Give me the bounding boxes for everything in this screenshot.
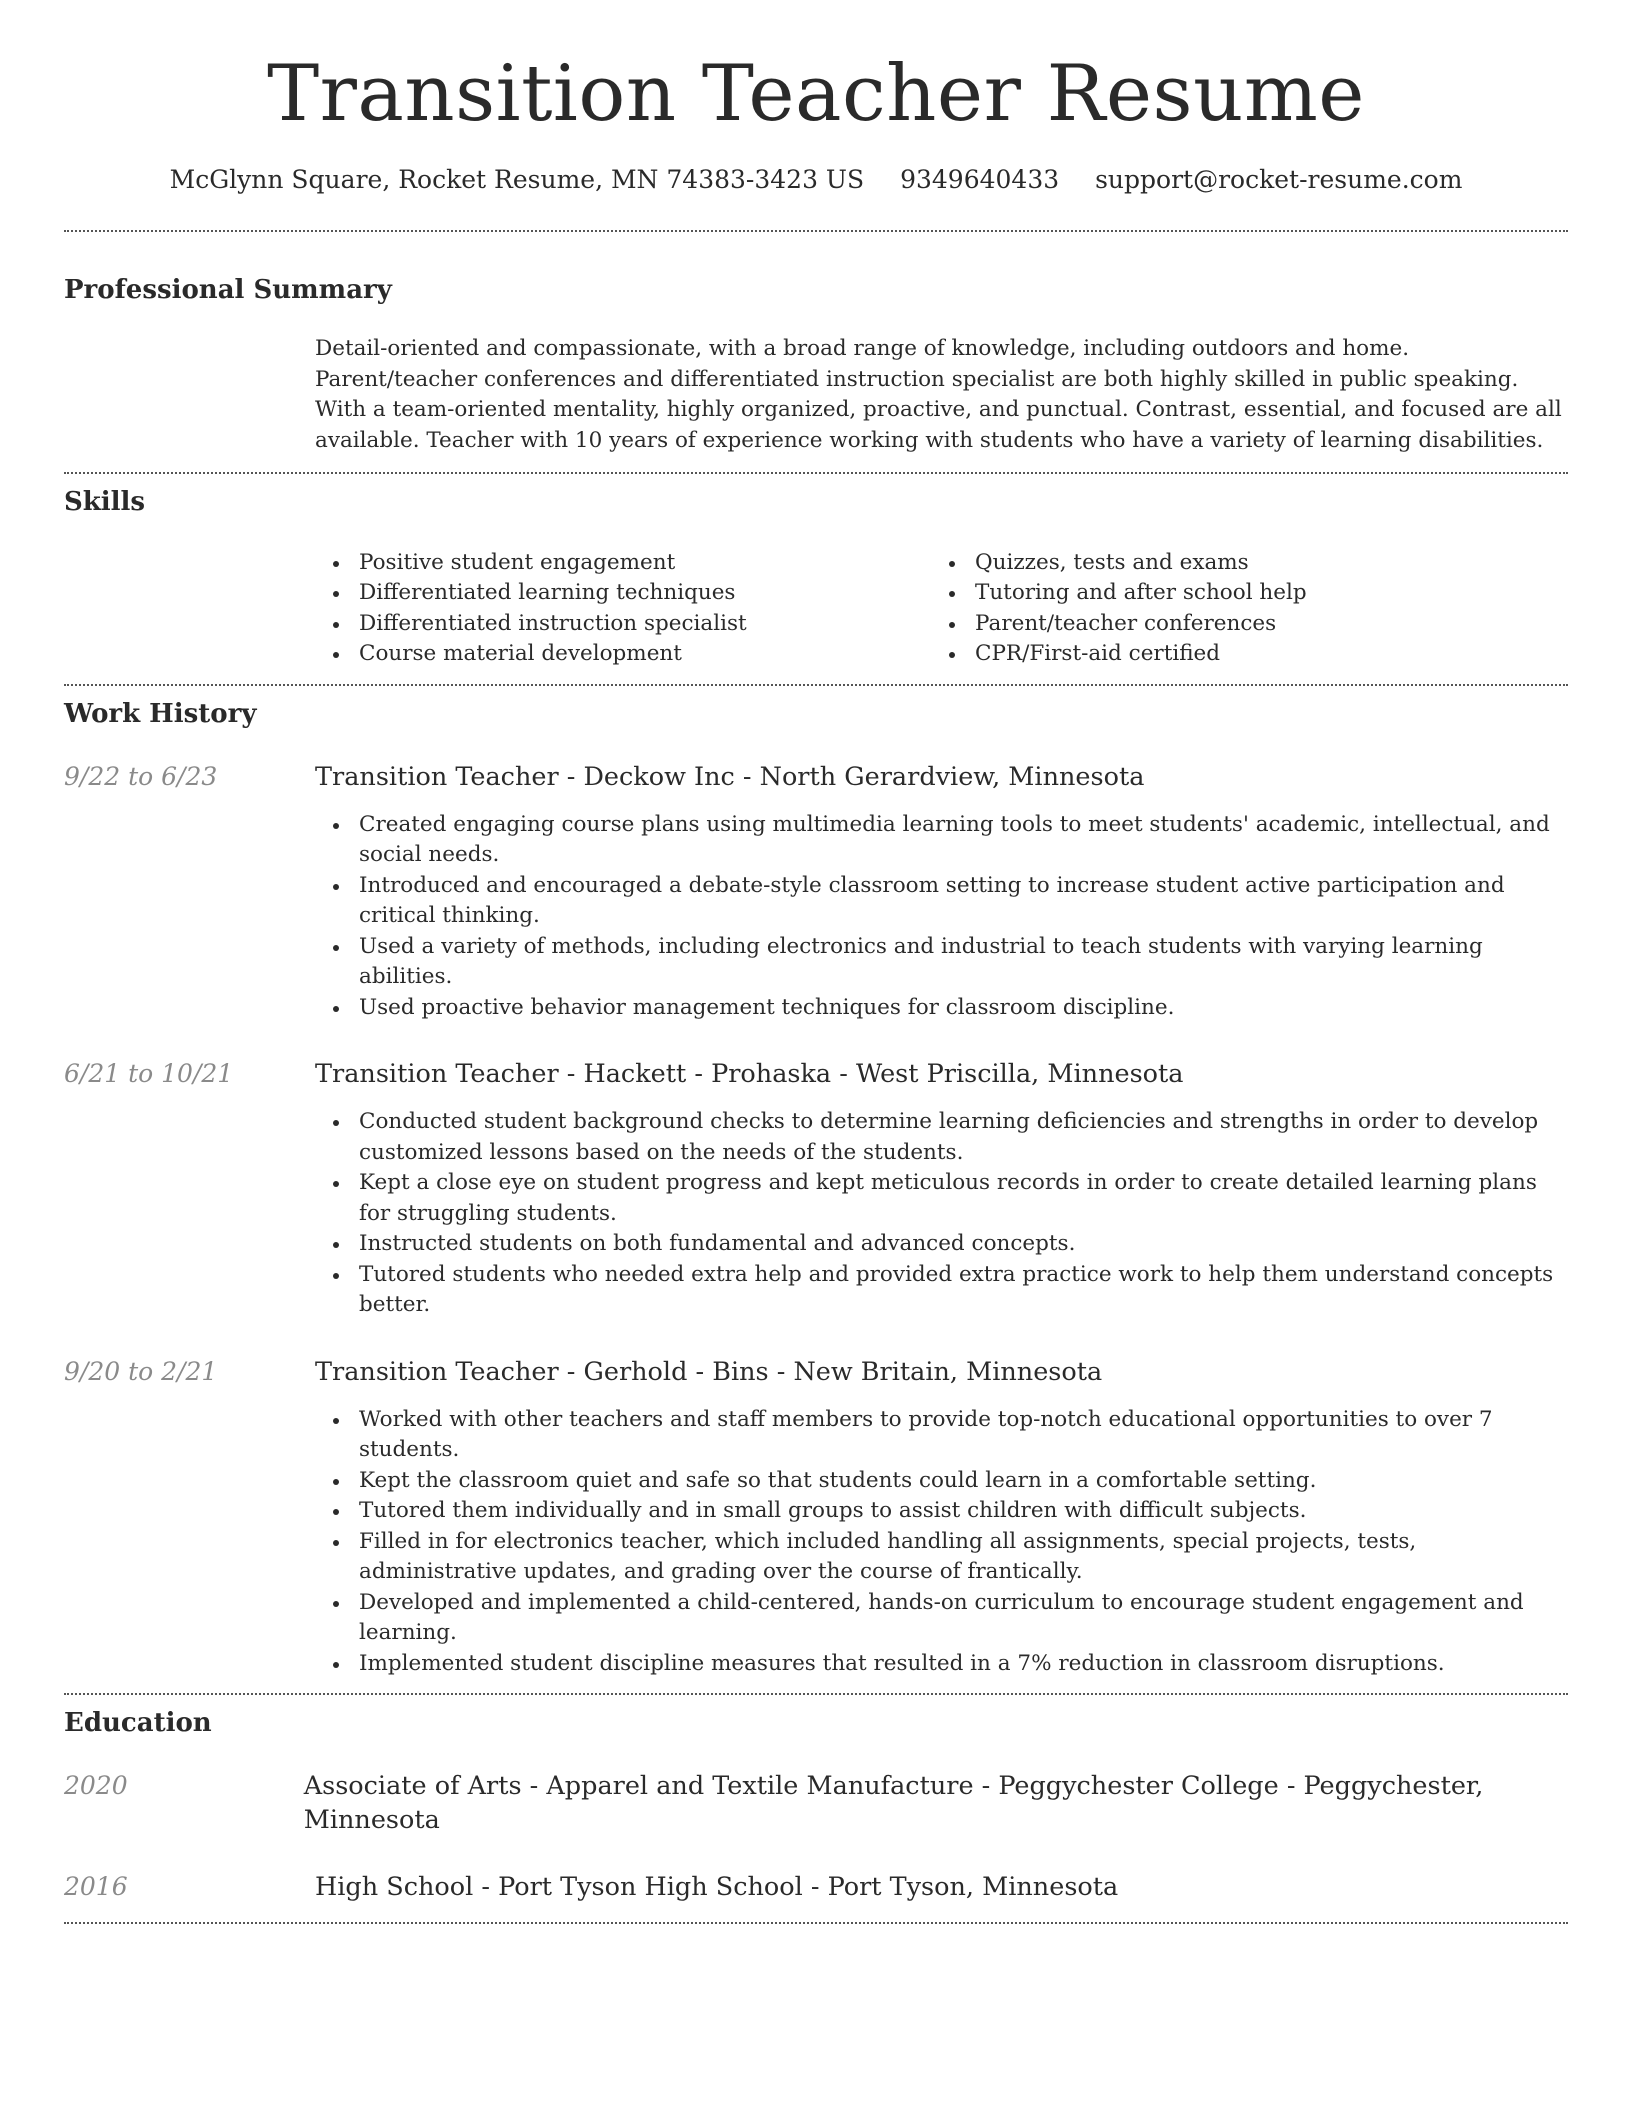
job-entry	[64, 1355, 1568, 1680]
skill-item: Positive student engagement	[315, 548, 931, 579]
contact-line	[64, 164, 1568, 197]
job-body	[315, 760, 1568, 1024]
education-title: Associate of Arts - Apparel and Textile Manufacture - Peggychester College - Peggychester, Minnesota	[303, 1770, 1484, 1835]
education-entry	[64, 1769, 1568, 1837]
skill-item: Differentiated instruction specialist	[315, 609, 931, 640]
job-entry	[64, 760, 1568, 1024]
job-title: Transition Teacher - Hackett - Prohaska - West Priscilla, Minnesota	[315, 1059, 1184, 1090]
job-date: 9/20 to 2/21	[64, 1356, 218, 1386]
job-bullets	[315, 1405, 1568, 1680]
job-bullet: Created engaging course plans using multimedia learning tools to meet students' academic, intellectual, and social needs.	[315, 810, 1568, 871]
job-bullet: Filled in for electronics teacher, which included handling all assignments, special projects, tests, administrative updates, and grading over the course of frantically.	[315, 1527, 1568, 1588]
contact-address: McGlynn Square, Rocket Resume, MN 74383-3423 US	[169, 164, 865, 194]
job-bullet: Tutored them individually and in small groups to assist children with difficult subjects.	[315, 1496, 1568, 1527]
skill-item: Quizzes, tests and exams	[931, 548, 1547, 579]
skill-item: Parent/teacher conferences	[931, 609, 1547, 640]
job-bullet: Instructed students on both fundamental and advanced concepts.	[315, 1229, 1568, 1260]
job-bullet: Implemented student discipline measures that resulted in a 7% reduction in classroom disruptions.	[315, 1649, 1568, 1680]
job-title: Transition Teacher - Gerhold - Bins - New Britain, Minnesota	[315, 1356, 1103, 1387]
divider	[64, 1922, 1568, 1924]
job-bullet: Kept the classroom quiet and safe so that students could learn in a comfortable setting.	[315, 1466, 1568, 1497]
education-title: High School - Port Tyson High School - Port Tyson, Minnesota	[315, 1871, 1119, 1902]
job-date: 6/21 to 10/21	[64, 1059, 234, 1089]
job-bullet: Used proactive behavior management techniques for classroom discipline.	[315, 993, 1568, 1024]
job-bullet: Conducted student background checks to determine learning deficiencies and strengths in order to develop customized lessons based on the needs of the students.	[315, 1107, 1568, 1168]
resume-title: Transition Teacher Resume	[267, 49, 1365, 139]
skill-item: Differentiated learning techniques	[315, 578, 931, 609]
job-body	[315, 1057, 1568, 1321]
divider	[64, 472, 1568, 474]
skills-column-right	[931, 548, 1547, 670]
divider	[64, 1693, 1568, 1695]
section-title-work-history: Work History	[64, 698, 257, 729]
job-entry	[64, 1057, 1568, 1321]
summary-text: Detail-oriented and compassionate, with a broad range of knowledge, including outdoors and home. Parent/teacher conferences and differentiated instruction specialist are both highly skilled in public speaking. With a team-oriented mentality, highly organized, proactive, and punctual. Contrast, essential, and focused are all available. Teacher with 10 years of experience working with students who have a variety of learning disabilities.	[315, 336, 1562, 453]
skills-list	[315, 548, 1568, 670]
job-bullet: Worked with other teachers and staff members to provide top-notch educational opportunities to over 7 students.	[315, 1405, 1568, 1466]
education-date: 2016	[64, 1871, 128, 1901]
job-bullet: Developed and implemented a child-centered, hands-on curriculum to encourage student engagement and learning.	[315, 1588, 1568, 1649]
skills-column-left	[315, 548, 931, 670]
job-bullets	[315, 1107, 1568, 1321]
contact-phone: 9349640433	[900, 164, 1060, 194]
section-title-summary: Professional Summary	[64, 275, 392, 306]
job-title: Transition Teacher - Deckow Inc - North Gerardview, Minnesota	[315, 761, 1145, 792]
skill-item: Course material development	[315, 639, 931, 670]
job-body	[315, 1355, 1568, 1680]
skill-item: Tutoring and after school help	[931, 578, 1547, 609]
job-date: 9/22 to 6/23	[64, 761, 218, 791]
job-bullet: Kept a close eye on student progress and kept meticulous records in order to create detailed learning plans for struggling students.	[315, 1168, 1568, 1229]
divider	[64, 230, 1568, 232]
job-bullets	[315, 810, 1568, 1024]
divider	[64, 684, 1568, 686]
skill-item: CPR/First-aid certified	[931, 639, 1547, 670]
job-bullet: Tutored students who needed extra help and provided extra practice work to help them understand concepts better.	[315, 1260, 1568, 1321]
education-entry	[64, 1870, 1568, 1904]
section-title-education: Education	[64, 1708, 212, 1739]
contact-email: support@rocket-resume.com	[1095, 164, 1463, 194]
section-title-skills: Skills	[64, 487, 146, 518]
education-date: 2020	[64, 1770, 128, 1800]
job-bullet: Used a variety of methods, including electronics and industrial to teach students with varying learning abilities.	[315, 932, 1568, 993]
job-bullet: Introduced and encouraged a debate-style classroom setting to increase student active participation and critical thinking.	[315, 871, 1568, 932]
